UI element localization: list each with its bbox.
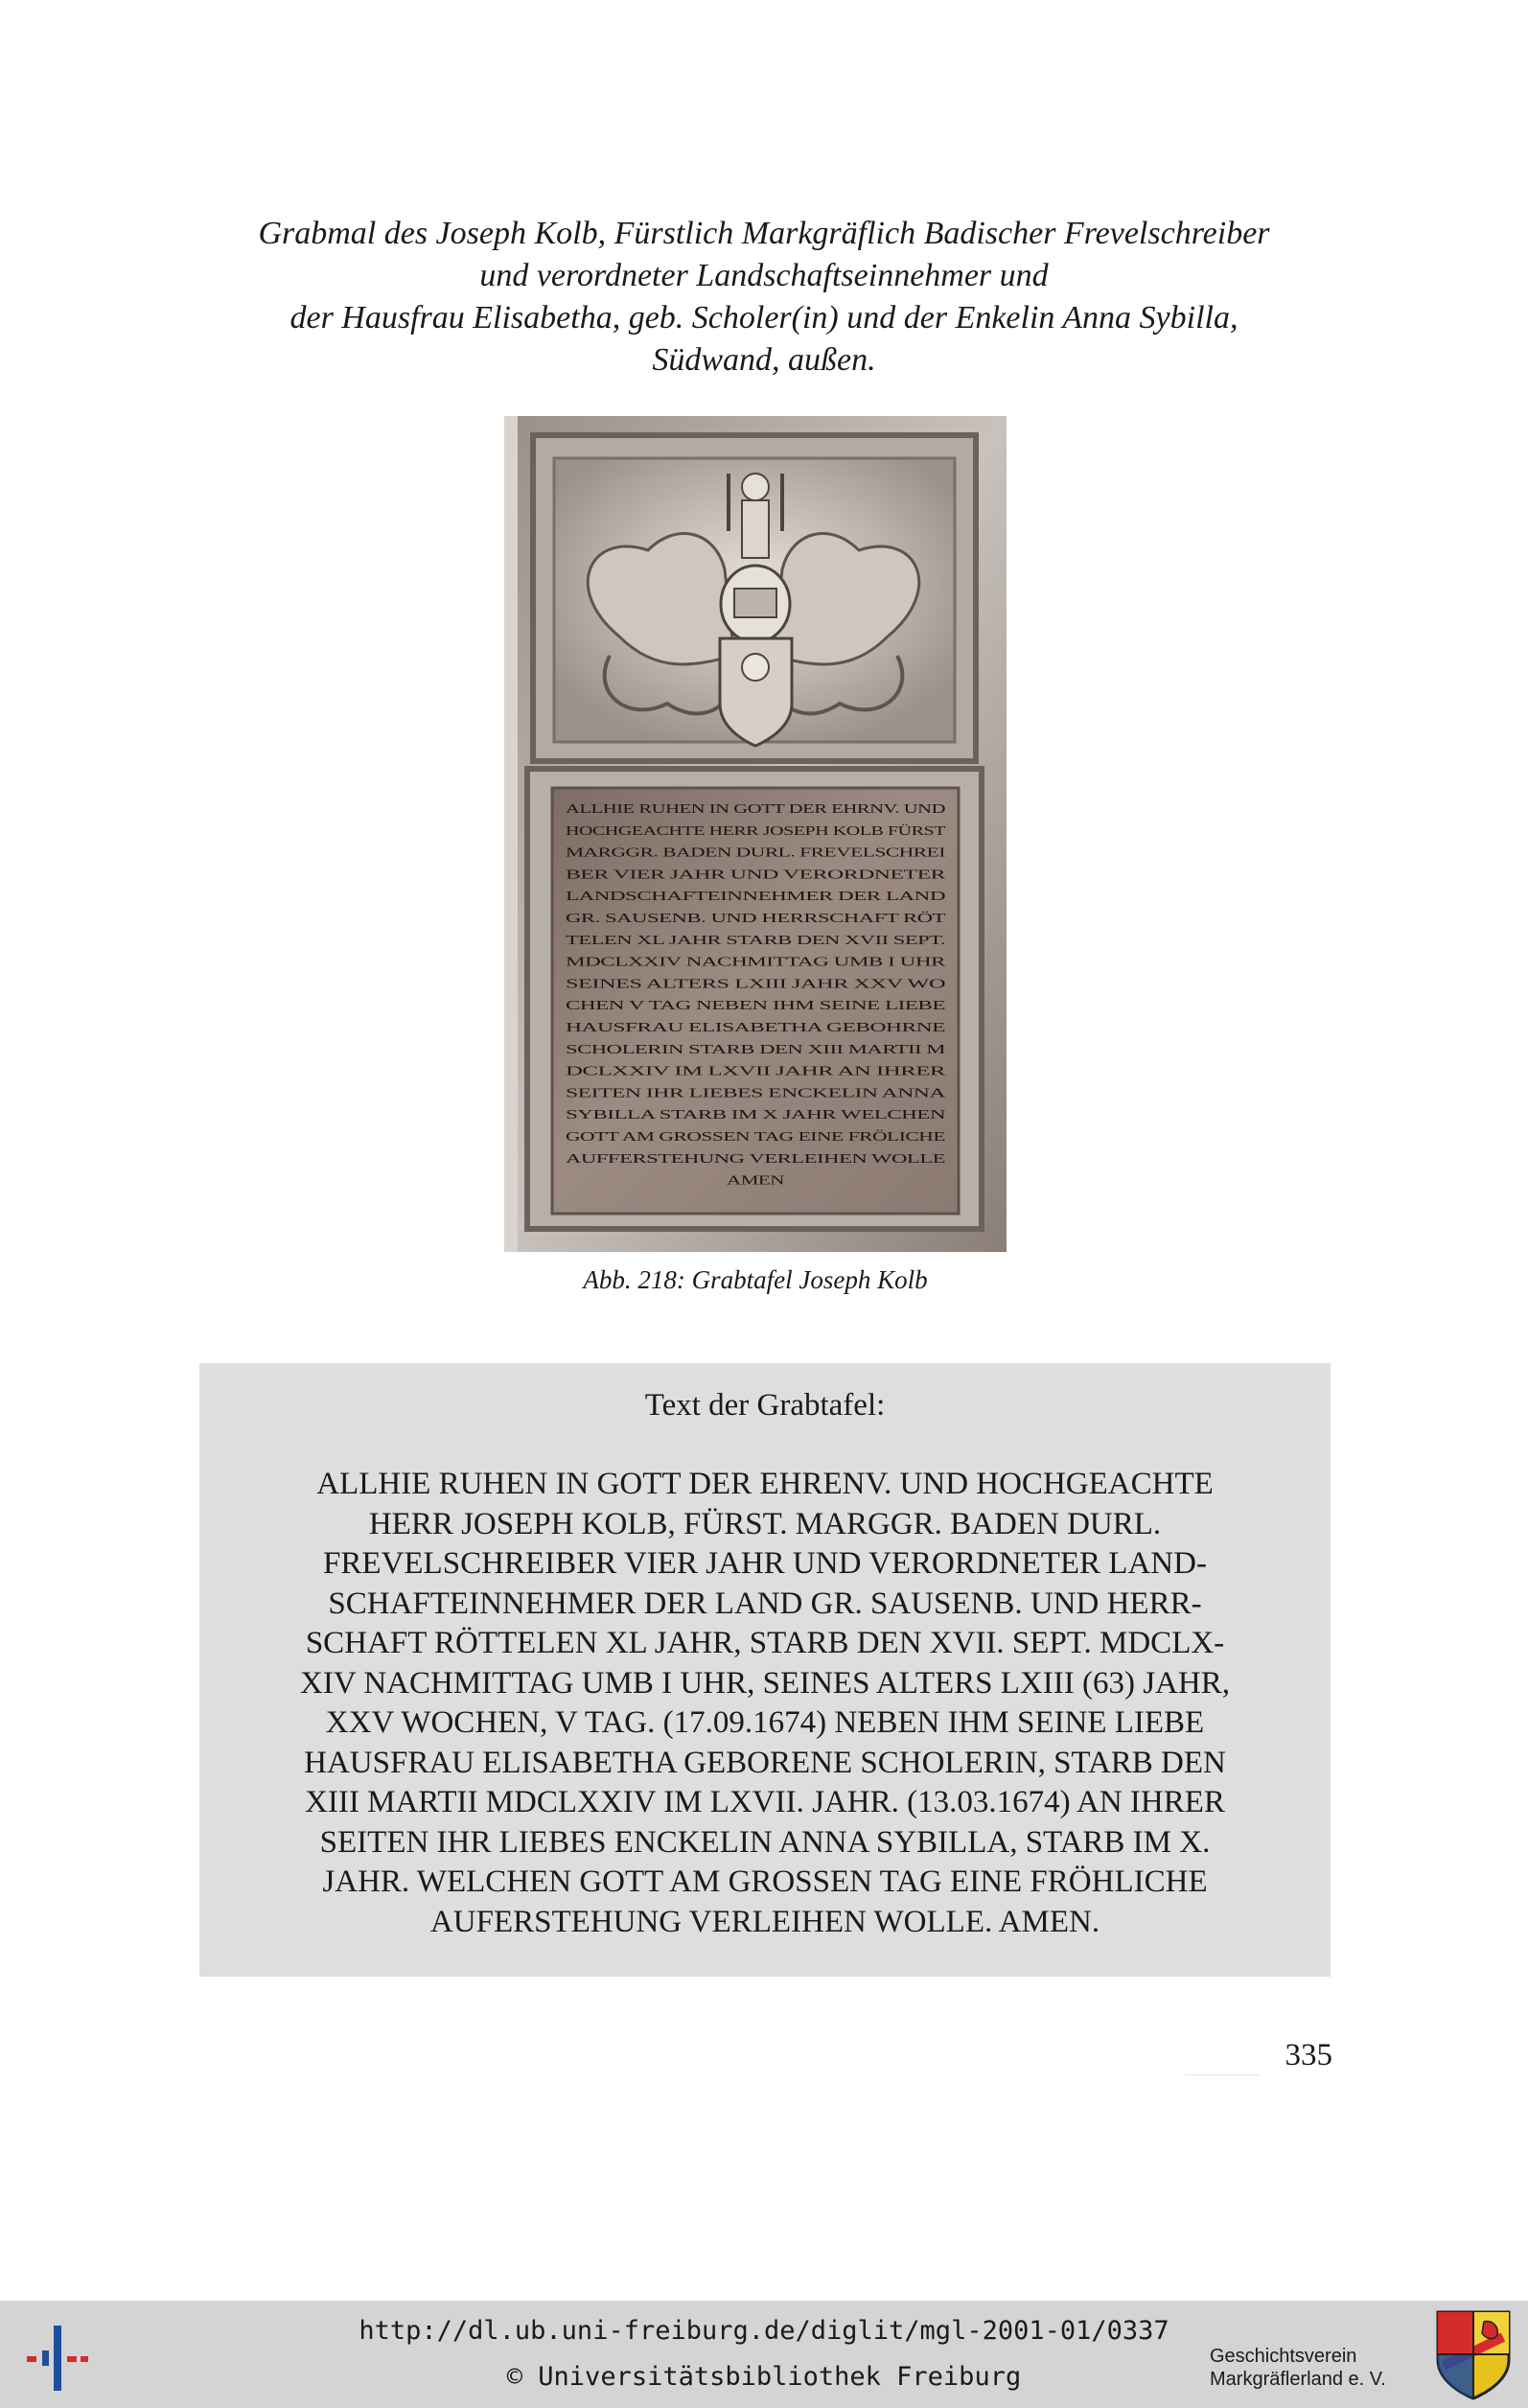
figure-title-line: der Hausfrau Elisabetha, geb. Scholer(in) und der Enkelin Anna Sybilla, [289, 300, 1239, 336]
inscription-line: BER VIER JAHR UND VERORDNETER [566, 867, 947, 882]
society-name-line: Markgräflerland e. V. [1210, 2369, 1386, 2390]
transcription-line: XIII MARTII MDCLXXIV IM LXVII. JAHR. (13.03.1674) AN IHRER [305, 1785, 1225, 1819]
inscription-line: LANDSCHAFTEINNEHMER DER LAND [566, 889, 946, 904]
copyright-notice: © Universitätsbibliothek Freiburg [506, 2362, 1022, 2392]
transcription-line: FREVELSCHREIBER VIER JAHR UND VERORDNETER LAND- [323, 1546, 1207, 1581]
inscription-line: HAUSFRAU ELISABETHA GEBOHRNE [566, 1020, 945, 1034]
transcription-line: SCHAFTEINNEHMER DER LAND GR. SAUSENB. UND HERR- [328, 1586, 1202, 1621]
transcription-box [199, 1363, 1331, 1977]
inscription-line: MARGGR. BADEN DURL. FREVELSCHREI [566, 845, 947, 860]
page-number: 335 [1285, 2038, 1332, 2072]
figure-title-line: Grabmal des Joseph Kolb, Fürstlich Markgräflich Badischer Frevelschreiber [258, 216, 1270, 251]
inscription-line: DCLXXIV IM LXVII JAHR AN IHRER [566, 1063, 947, 1078]
inscription-line: SEINES ALTERS LXIII JAHR XXV WO [566, 976, 946, 991]
inscription-line: AUFFERSTEHUNG VERLEIHEN WOLLE [566, 1150, 945, 1166]
permalink-url[interactable]: http://dl.ub.uni-freiburg.de/diglit/mgl-2001-01/0337 [359, 2316, 1169, 2346]
inscription-line: TELEN XL JAHR STARB DEN XVII SEPT. [566, 932, 945, 947]
inscription-line: ALLHIE RUHEN IN GOTT DER EHRNV. UND [566, 801, 946, 816]
inscription-line: SCHOLERIN STARB DEN XIII MARTII M [566, 1041, 946, 1056]
society-name-line: Geschichtsverein [1210, 2346, 1357, 2367]
society-name [1210, 2345, 1430, 2391]
transcription-line: SEITEN IHR LIEBES ENCKELIN ANNA SYBILLA, STARB IM X. [319, 1824, 1211, 1860]
inscription-line: MDCLXXIV NACHMITTAG UMB I UHR [566, 954, 947, 969]
figure-title-line: und verordneter Landschaftseinnehmer und [479, 258, 1049, 293]
transcription-line: HERR JOSEPH KOLB, FÜRST. MARGGR. BADEN DURL. [368, 1506, 1162, 1541]
inscription-line: GR. SAUSENB. UND HERRSCHAFT RÖT [566, 911, 797, 925]
grave-slab-image [504, 416, 1007, 1252]
inscription-line: AMEN [727, 1172, 785, 1188]
transcription-line: XIV NACHMITTAG UMB I UHR, SEINES ALTERS LXIII (63) JAHR, [300, 1665, 1230, 1701]
transcription-text [238, 1465, 1292, 1942]
inscription-line: CHEN V TAG NEBEN IHM SEINE LIEBE [566, 998, 945, 1013]
footer-bar [0, 2301, 1528, 2408]
grave-slab-photo [504, 416, 1007, 1252]
transcription-line: AUFERSTEHUNG VERLEIHEN WOLLE. AMEN. [429, 1904, 1100, 1939]
inscription-line: HOCHGEACHTE HERR JOSEPH KOLB FÜRST [566, 822, 828, 838]
inscription-line: SEITEN IHR LIEBES ENCKELIN ANNA [566, 1085, 946, 1100]
transcription-line: SCHAFT RÖTTELEN XL JAHR, STARB DEN XVII. SEPT. MDCLX- [305, 1626, 1225, 1660]
transcription-heading: Text der Grabtafel: [644, 1388, 886, 1423]
figure-title [173, 213, 1355, 382]
library-logo-icon[interactable] [21, 2318, 98, 2395]
transcription-line: ALLHIE RUHEN IN GOTT DER EHRENV. UND HOCHGEACHTE [316, 1467, 1214, 1501]
inscription-line: GOTT AM GROSSEN TAG EINE FRÖLICHE [566, 1129, 810, 1144]
transcription-line: HAUSFRAU ELISABETHA GEBORENE SCHOLERIN, STARB DEN [304, 1745, 1226, 1780]
figure-caption: Abb. 218: Grabtafel Joseph Kolb [583, 1265, 928, 1294]
figure-title-line: Südwand, außen. [652, 342, 876, 378]
coat-of-arms-icon [1434, 2308, 1513, 2402]
transcription-line: XXV WOCHEN, V TAG. (17.09.1674) NEBEN IHM SEINE LIEBE [325, 1705, 1205, 1740]
inscription-line: SYBILLA STARB IM X JAHR WELCHEN [566, 1107, 946, 1123]
transcription-line: JAHR. WELCHEN GOTT AM GROSSEN TAG EINE FRÖHLICHE [322, 1864, 1208, 1899]
